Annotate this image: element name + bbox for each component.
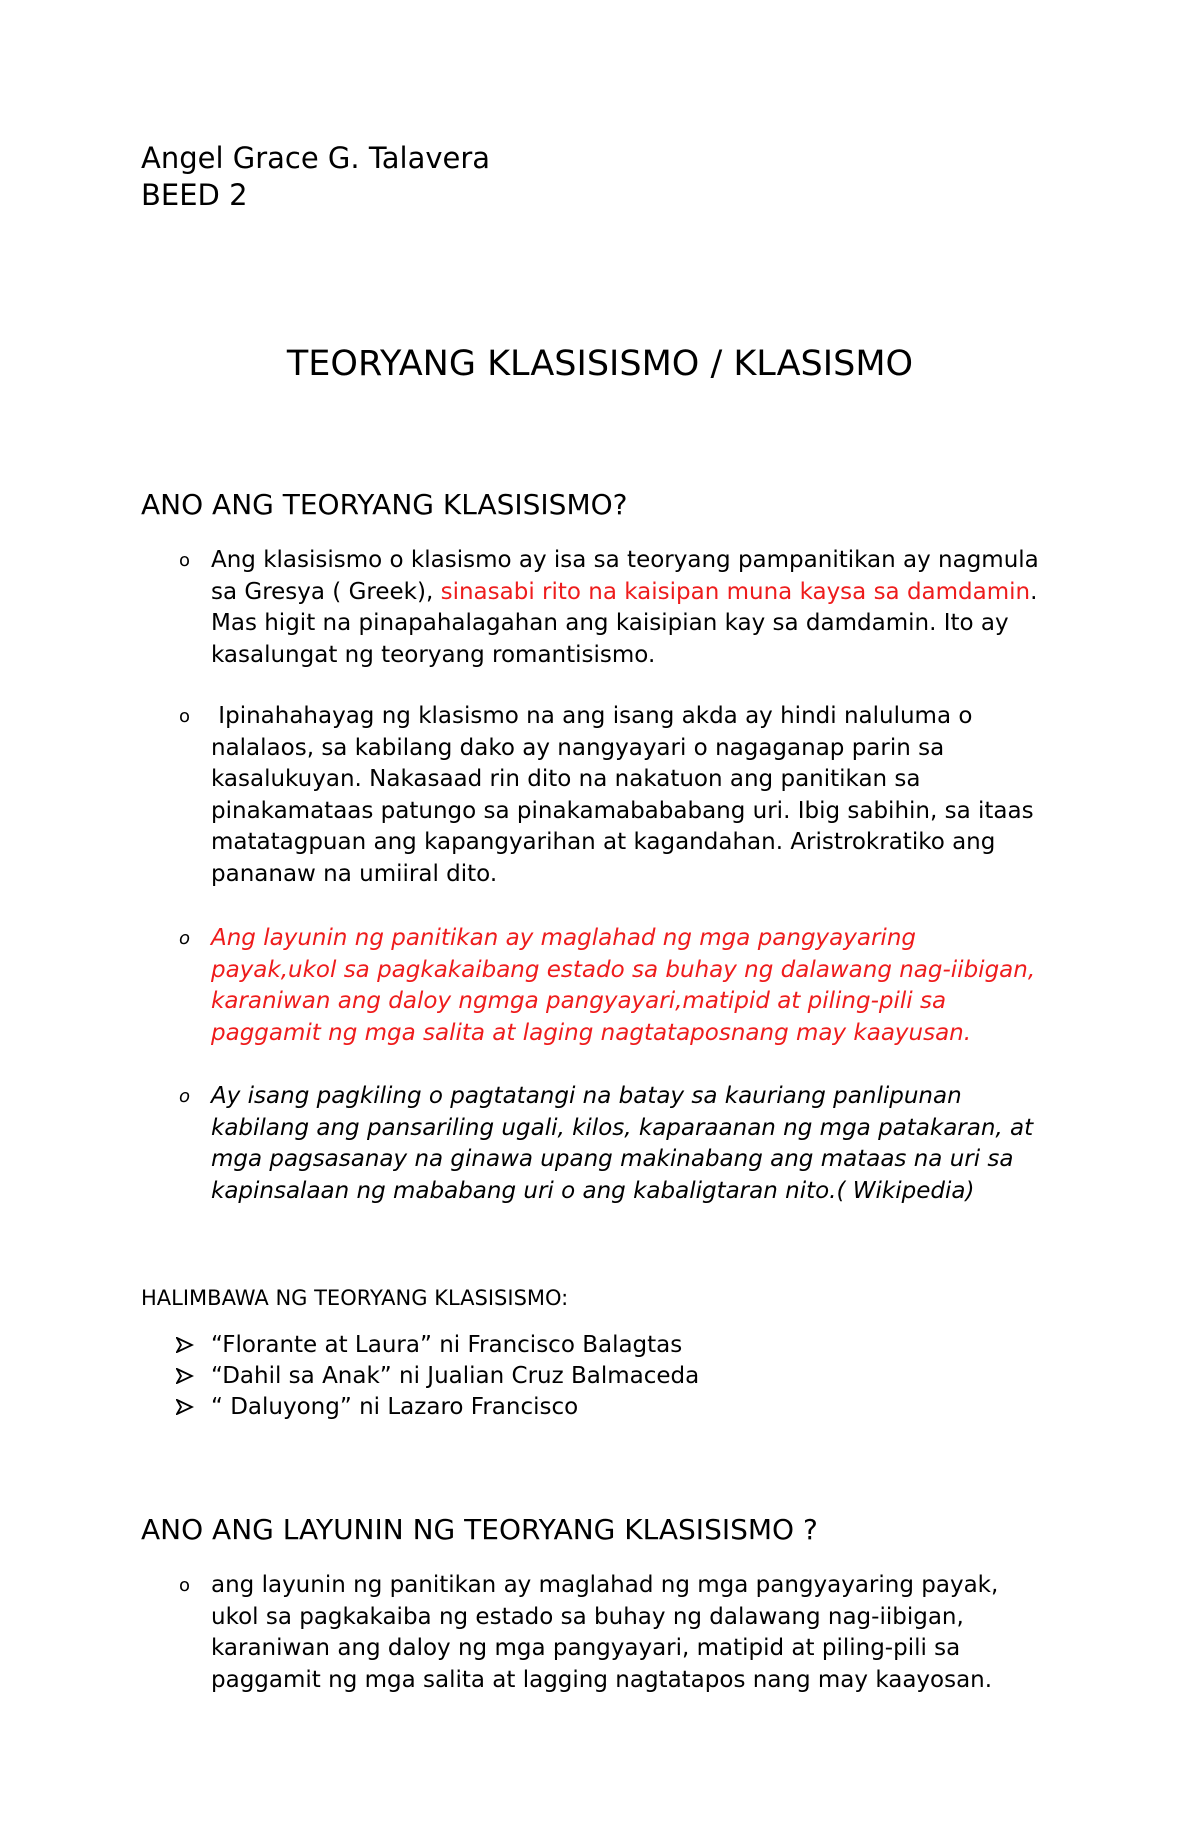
example-item: “Florante at Laura” ni Francisco Balagtas <box>211 1332 683 1358</box>
text-line: karaniwan ang daloy ng mga pangyayari, matipid at piling-pili sa <box>211 1635 961 1661</box>
text-line: Ay isang pagkiling o pagtatangi na batay sa kauriang panlipunan <box>211 1083 962 1109</box>
arrow-bullet-icon <box>176 1399 194 1415</box>
list-item <box>211 1081 1091 1207</box>
text-segment: sa Gresya ( Greek), <box>211 578 441 605</box>
text-line: paggamit ng mga salita at laging nagtataposnang may kaayusan. <box>211 1019 972 1046</box>
text-segment: . <box>1030 578 1038 605</box>
text-line: kasalukuyan. Nakasaad rin dito na nakatuon ang panitikan sa <box>211 766 921 792</box>
text-line <box>211 577 1091 609</box>
document-title: TEORYANG KLASISISMO / KLASISMO <box>286 344 914 384</box>
arrow-bullet-icon <box>176 1337 194 1353</box>
example-item: “Dahil sa Anak” ni Jualian Cruz Balmaceda <box>211 1363 700 1389</box>
text-line: kasalungat ng teoryang romantisismo. <box>211 641 656 668</box>
section-heading-what-is: ANO ANG TEORYANG KLASISISMO? <box>141 488 628 521</box>
text-line: Ipinahahayag ng klasismo na ang isang akda ay hindi naluluma o <box>211 703 973 729</box>
examples-heading: HALIMBAWA NG TEORYANG KLASISISMO: <box>141 1286 569 1310</box>
author-block <box>141 140 490 214</box>
bullet-marker: o <box>179 1575 191 1596</box>
bullet-marker: o <box>179 550 191 571</box>
bullet-marker: o <box>179 1086 191 1107</box>
text-line: mga pagsasanay na ginawa upang makinabang ang mataas na uri sa <box>211 1146 1014 1172</box>
text-line: paggamit ng mga salita at lagging nagtatapos nang may kaayosan. <box>211 1666 993 1693</box>
arrow-bullet-icon <box>176 1368 194 1384</box>
text-line: Ang layunin ng panitikan ay maglahad ng mga pangyayaring <box>211 925 916 951</box>
text-line: pinakamataas patungo sa pinakamabababang uri. Ibig sabihin, sa itaas <box>211 797 1034 824</box>
text-line: karaniwan ang daloy ngmga pangyayari,matipid at piling-pili sa <box>211 988 947 1014</box>
author-course: BEED 2 <box>141 178 248 212</box>
text-line: kapinsalaan ng mababang uri o ang kabaligtaran nito.( Wikipedia) <box>211 1177 975 1204</box>
text-line: Mas higit na pinapahalagahan ang kaisipian kay sa damdamin. Ito ay <box>211 610 1009 636</box>
section-heading-purpose: ANO ANG LAYUNIN NG TEORYANG KLASISISMO ? <box>141 1513 818 1546</box>
text-line: nalalaos, sa kabilang dako ay nangyayari o nagaganap parin sa <box>211 734 945 761</box>
list-item <box>211 545 1091 671</box>
text-line: payak,ukol sa pagkakaibang estado sa buhay ng dalawang nag-iibigan, <box>211 956 1036 983</box>
text-line: matatagpuan ang kapangyarihan at kagandahan. Aristrokratiko ang <box>211 829 996 855</box>
list-item <box>211 1570 1091 1696</box>
text-line: kabilang ang pansariling ugali, kilos, kaparaanan ng mga patakaran, at <box>211 1114 1034 1141</box>
bullet-marker: o <box>179 706 191 727</box>
text-line: ukol sa pagkakaiba ng estado sa buhay ng dalawang nag-iibigan, <box>211 1603 964 1630</box>
list-item <box>211 923 1091 1049</box>
author-name: Angel Grace G. Talavera <box>141 141 491 175</box>
text-line: Ang klasisismo o klasismo ay isa sa teoryang pampanitikan ay nagmula <box>211 547 1039 573</box>
example-item: “ Daluyong” ni Lazaro Francisco <box>211 1394 579 1420</box>
list-item <box>211 701 1091 890</box>
highlighted-text: sinasabi rito na kaisipan muna kaysa sa damdamin <box>440 578 1031 605</box>
text-line: pananaw na umiiral dito. <box>211 860 498 887</box>
text-line: ang layunin ng panitikan ay maglahad ng mga pangyayaring payak, <box>211 1572 999 1598</box>
bullet-marker: o <box>179 928 191 949</box>
